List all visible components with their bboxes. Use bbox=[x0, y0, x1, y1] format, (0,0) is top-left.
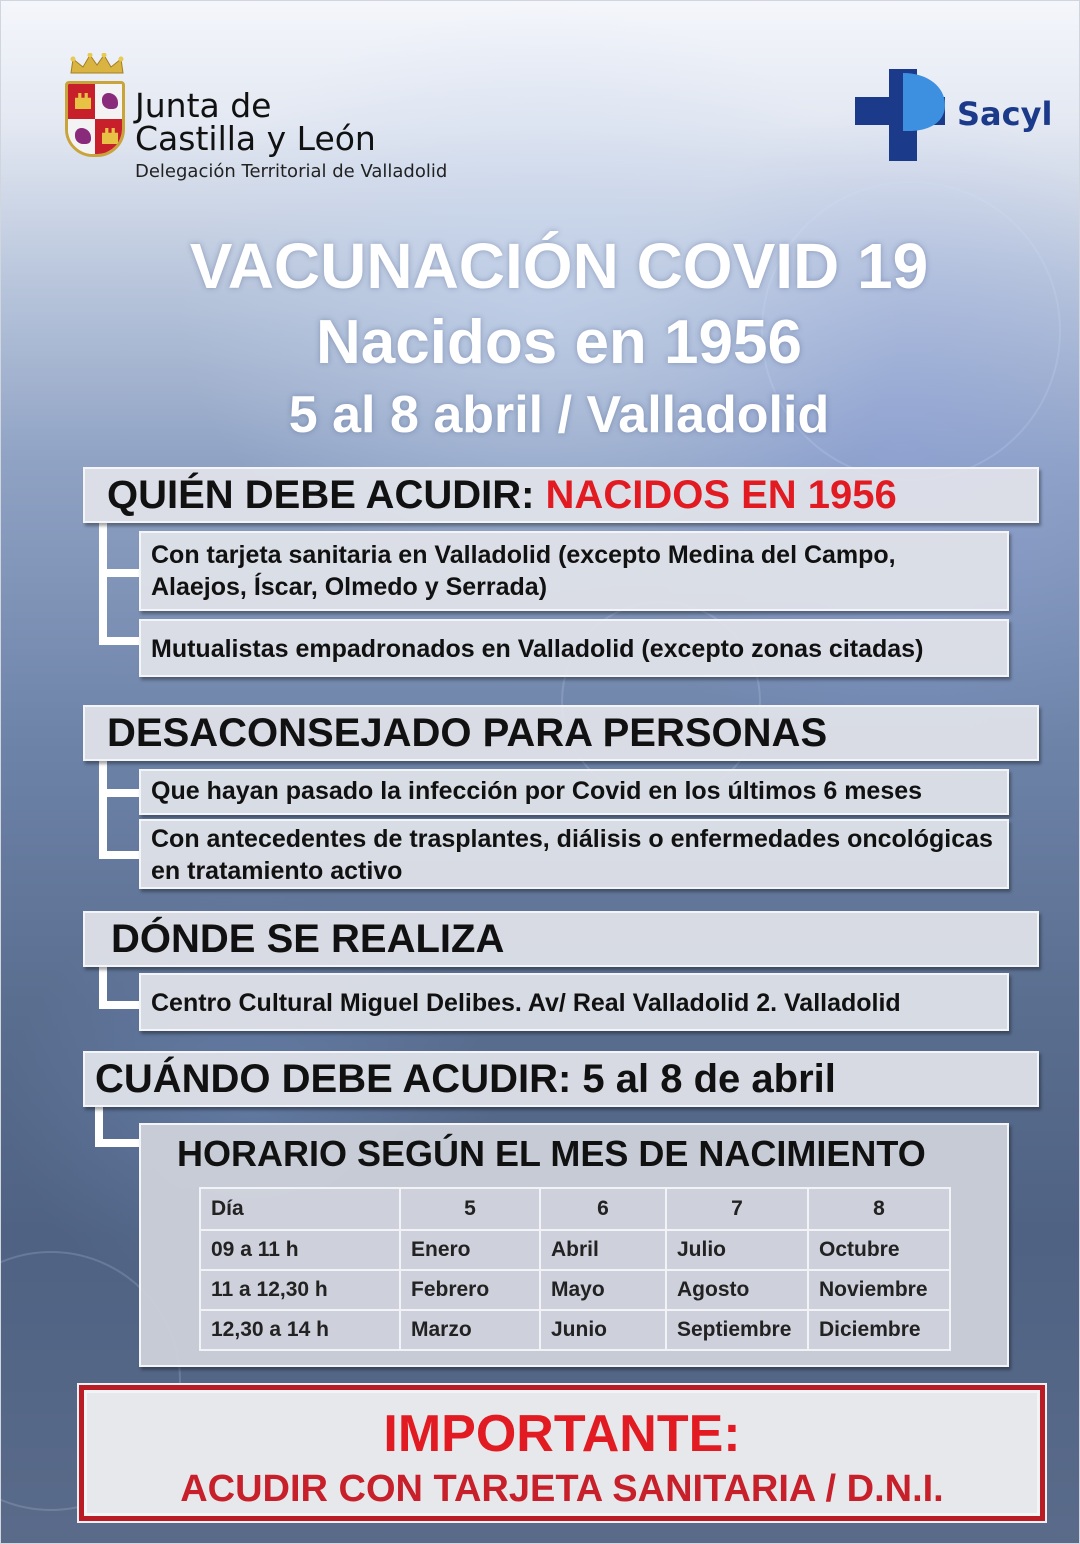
table-header-row bbox=[200, 1188, 950, 1230]
important-text: ACUDIR CON TARJETA SANITARIA / D.N.I. bbox=[180, 1468, 944, 1510]
table-row bbox=[200, 1270, 950, 1310]
main-title: VACUNACIÓN COVID 19 bbox=[189, 230, 929, 302]
sacyl-text: Sacyl bbox=[957, 95, 1053, 133]
table-row bbox=[200, 1310, 950, 1350]
table-cell: Octubre bbox=[808, 1230, 950, 1270]
connector-tick bbox=[99, 789, 139, 797]
sacyl-cross-icon bbox=[853, 65, 953, 165]
donde-item: Centro Cultural Miguel Delibes. Av/ Real Valladolid 2. Valladolid bbox=[139, 973, 1009, 1031]
quien-item: Mutualistas empadronados en Valladolid (excepto zonas citadas) bbox=[139, 619, 1009, 677]
table-cell: 11 a 12,30 h bbox=[200, 1270, 400, 1310]
table-header-cell: 8 bbox=[808, 1188, 950, 1230]
table-cell: Marzo bbox=[400, 1310, 540, 1350]
org-subtitle: Delegación Territorial de Valladolid bbox=[135, 161, 448, 182]
table-cell: Febrero bbox=[400, 1270, 540, 1310]
cuando-section-header: CUÁNDO DEBE ACUDIR: 5 al 8 de abril bbox=[83, 1051, 1039, 1107]
quien-label: QUIÉN DEBE ACUDIR: bbox=[107, 473, 535, 517]
table-cell: Abril bbox=[540, 1230, 666, 1270]
table-cell: Agosto bbox=[666, 1270, 808, 1310]
org-name-line2: Castilla y León bbox=[135, 119, 376, 158]
connector-line bbox=[99, 967, 139, 1009]
table-header-cell: 5 bbox=[400, 1188, 540, 1230]
table-cell: Enero bbox=[400, 1230, 540, 1270]
table-header-cell: 6 bbox=[540, 1188, 666, 1230]
desaconsejado-item: Que hayan pasado la infección por Covid en los últimos 6 meses bbox=[139, 769, 1009, 815]
important-notice bbox=[79, 1385, 1045, 1521]
org-name bbox=[135, 86, 376, 158]
table-header-cell: 7 bbox=[666, 1188, 808, 1230]
desaconsejado-section-header: DESACONSEJADO PARA PERSONAS bbox=[83, 705, 1039, 761]
table-cell: 09 a 11 h bbox=[200, 1230, 400, 1270]
donde-section-header: DÓNDE SE REALIZA bbox=[83, 911, 1039, 967]
table-cell: Septiembre bbox=[666, 1310, 808, 1350]
table-row bbox=[200, 1230, 950, 1270]
table-cell: Noviembre bbox=[808, 1270, 950, 1310]
quien-highlight: NACIDOS EN 1956 bbox=[545, 473, 897, 517]
org-name-line1: Junta de bbox=[135, 86, 272, 125]
schedule-table bbox=[199, 1187, 951, 1351]
connector-tick bbox=[99, 569, 139, 577]
sacyl-logo bbox=[853, 65, 1053, 165]
connector-line bbox=[99, 523, 139, 645]
table-cell: Julio bbox=[666, 1230, 808, 1270]
table-cell: 12,30 a 14 h bbox=[200, 1310, 400, 1350]
dates-title: 5 al 8 abril / Valladolid bbox=[288, 386, 830, 444]
coat-of-arms-icon bbox=[65, 81, 125, 157]
table-header-cell: Día bbox=[200, 1188, 400, 1230]
table-cell: Mayo bbox=[540, 1270, 666, 1310]
desaconsejado-item: Con antecedentes de trasplantes, diálisis o enfermedades oncológicas en tratamiento activo bbox=[139, 819, 1009, 889]
connector-line bbox=[95, 1105, 139, 1147]
schedule-title: HORARIO SEGÚN EL MES DE NACIMIENTO bbox=[177, 1133, 926, 1174]
quien-item: Con tarjeta sanitaria en Valladolid (excepto Medina del Campo, Alaejos, Íscar, Olmedo y Serrada) bbox=[139, 531, 1009, 611]
table-cell: Diciembre bbox=[808, 1310, 950, 1350]
quien-section-header bbox=[83, 467, 1039, 523]
important-title: IMPORTANTE: bbox=[383, 1405, 741, 1463]
connector-line bbox=[99, 761, 139, 859]
crown-icon bbox=[69, 53, 125, 75]
table-cell: Junio bbox=[540, 1310, 666, 1350]
junta-logo bbox=[63, 53, 503, 193]
born-year-title: Nacidos en 1956 bbox=[316, 308, 802, 377]
schedule-panel bbox=[139, 1123, 1009, 1367]
